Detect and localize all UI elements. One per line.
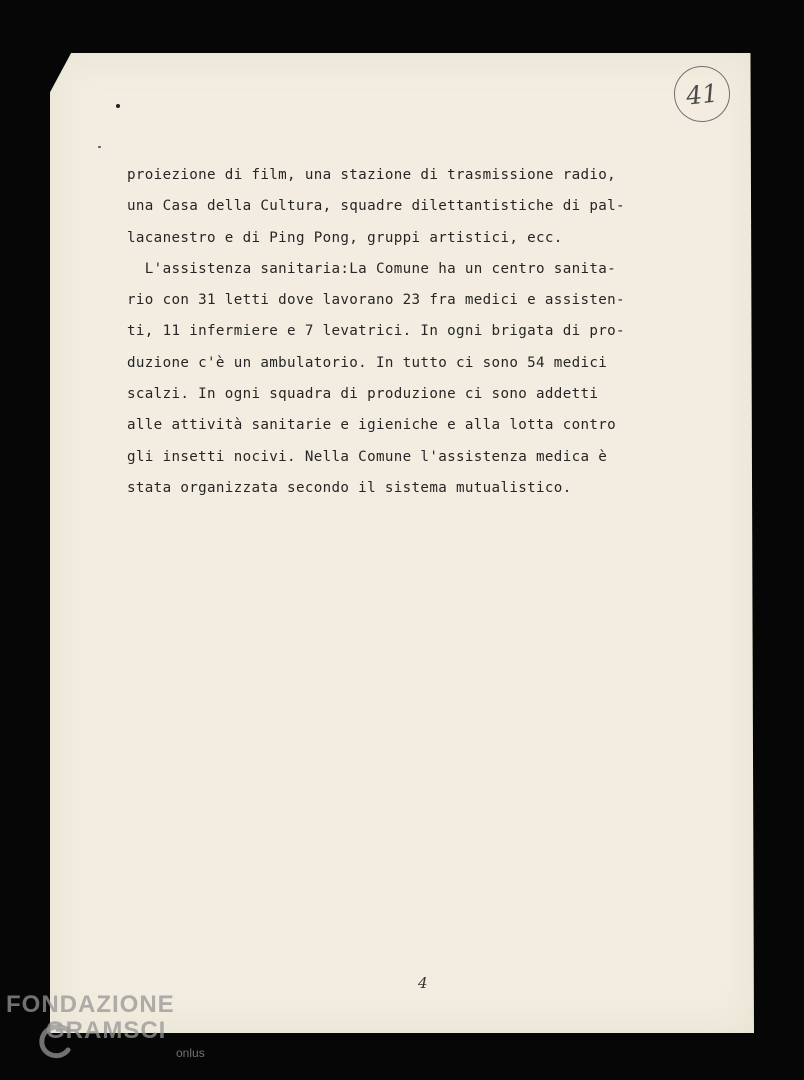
ink-dot — [116, 104, 120, 108]
ink-mark — [98, 146, 101, 148]
text-line: duzione c'è un ambulatorio. In tutto ci sono 54 medici — [127, 354, 608, 371]
text-line: scalzi. In ogni squadra di produzione ci sono addetti — [127, 386, 599, 403]
watermark-line3: onlus — [176, 1046, 205, 1060]
watermark-line1: FONDAZIONE — [6, 991, 175, 1018]
folio-number: 41 — [684, 77, 720, 111]
page-number: 4 — [418, 974, 428, 992]
watermark-line2: GRAMSCI — [46, 1017, 167, 1044]
watermark-swirl-icon — [34, 1018, 80, 1064]
text-line: gli insetti nocivi. Nella Comune l'assistenza medica è — [127, 448, 608, 465]
text-line: ti, 11 infermiere e 7 levatrici. In ogni brigata di pro- — [127, 323, 625, 340]
text-line: alle attività sanitarie e igieniche e alla lotta contro — [127, 417, 617, 434]
archive-watermark — [6, 992, 205, 1060]
text-line: una Casa della Cultura, squadre dilettantistiche di pal- — [127, 198, 625, 215]
typed-text-body — [127, 160, 687, 504]
text-line: stata organizzata secondo il sistema mutualistico. — [127, 479, 572, 496]
text-line: L'assistenza sanitaria:La Comune ha un centro sanita- — [127, 260, 617, 277]
text-line: rio con 31 letti dove lavorano 23 fra medici e assisten- — [127, 292, 625, 309]
text-line: proiezione di film, una stazione di trasmissione radio, — [127, 167, 617, 183]
text-line: lacanestro e di Ping Pong, gruppi artistici, ecc. — [127, 229, 563, 246]
